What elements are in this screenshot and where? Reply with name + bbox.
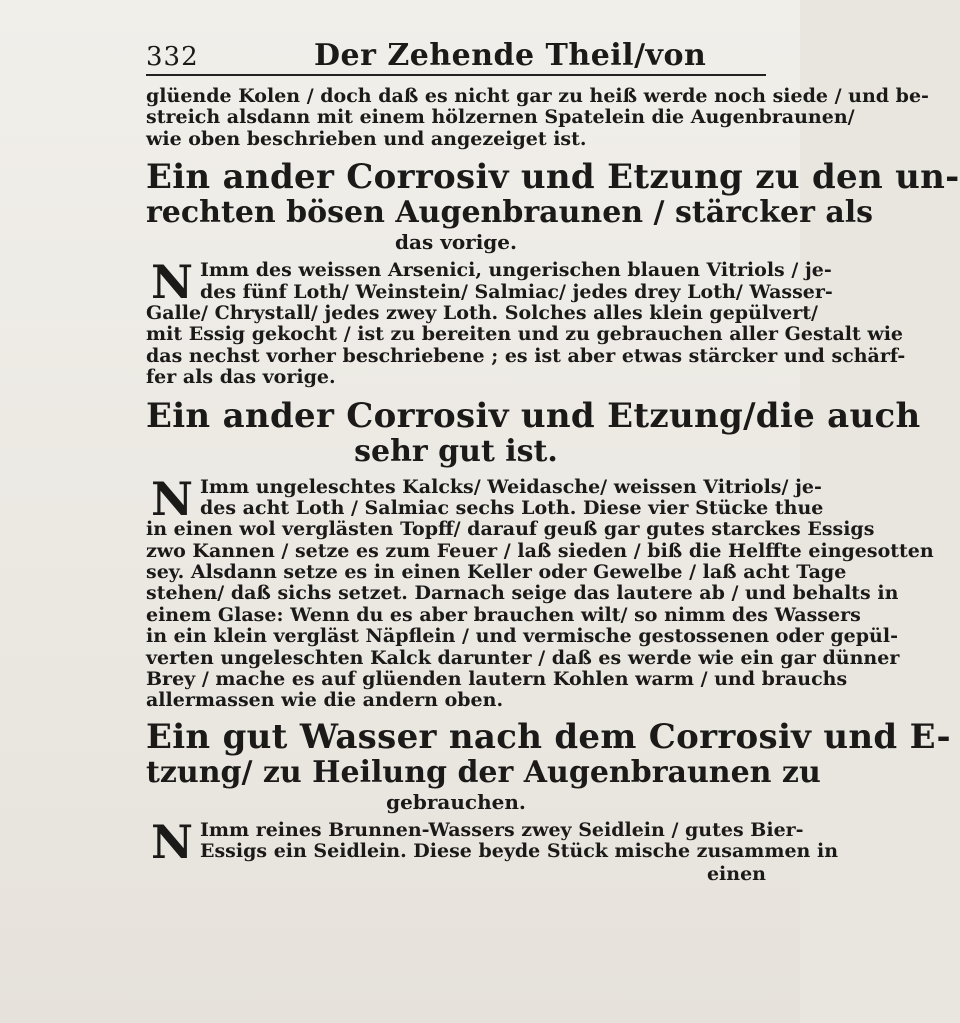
heading-line: Ein ander Corrosiv und Etzung/die auch — [146, 395, 921, 436]
text-line: Imm reines Brunnen-Wassers zwey Seidlein / gutes Bier- — [200, 818, 804, 841]
text-line: des acht Loth / Salmiac sechs Loth. Diese vier Stücke thue — [200, 496, 824, 519]
heading-line: sehr gut ist. — [354, 433, 558, 469]
text-line: fer als das vorige. — [146, 366, 336, 389]
drop-initial: N — [150, 814, 194, 869]
heading-line: rechten bösen Augenbraunen / stärcker als — [146, 195, 874, 231]
heading-line: das vorige. — [395, 230, 517, 255]
text-line: Galle/ Chrystall/ jedes zwey Loth. Solches alles klein gepülvert/ — [146, 301, 818, 324]
text-line: des fünf Loth/ Weinstein/ Salmiac/ jedes drey Loth/ Wasser- — [200, 280, 833, 303]
text-line: zwo Kannen / setze es zum Feuer / laß sieden / biß die Helffte eingesotten — [146, 539, 934, 562]
running-title: Der Zehende Theil/von — [314, 38, 707, 73]
text-line: sey. Alsdann setze es in einen Keller oder Gewelbe / laß acht Tage — [146, 561, 847, 584]
text-line: das nechst vorher beschriebene ; es ist aber etwas stärcker und schärf- — [146, 344, 906, 367]
page-number: 332 — [146, 42, 199, 72]
catchword: einen — [706, 862, 766, 885]
text-line: mit Essig gekocht / ist zu bereiten und zu gebrauchen aller Gestalt wie — [146, 323, 904, 346]
text-line: Brey / mache es auf glüenden lautern Kohlen warm / und brauchs — [146, 668, 848, 691]
text-line: streich alsdann mit einem hölzernen Spatelein die Augenbraunen/ — [146, 106, 855, 129]
drop-initial: N — [150, 471, 194, 526]
text-line: Imm des weissen Arsenici, ungerischen blauen Vitriols / je- — [200, 259, 832, 282]
section-heading — [146, 157, 960, 255]
text-line: allermassen wie die andern oben. — [146, 689, 504, 712]
text-line: in einen wol verglästen Topff/ darauf geuß gar gutes starckes Essigs — [146, 518, 875, 541]
heading-line: Ein ander Corrosiv und Etzung zu den un- — [146, 157, 960, 198]
text-column — [146, 38, 960, 885]
continuation-paragraph — [146, 85, 929, 150]
text-line: Imm ungeleschtes Kalcks/ Weidasche/ weissen Vitriols/ je- — [200, 475, 822, 498]
heading-line: Ein gut Wasser nach dem Corrosiv und E- — [146, 716, 951, 757]
heading-line: tzung/ zu Heilung der Augenbraunen zu — [146, 754, 821, 790]
drop-initial: N — [150, 255, 194, 310]
text-line: Essigs ein Seidlein. Diese beyde Stück mische zusammen in — [200, 840, 839, 863]
recipe-paragraph — [146, 255, 906, 389]
heading-line: gebrauchen. — [386, 789, 526, 814]
recipe-paragraph — [146, 814, 839, 869]
section-heading — [146, 395, 921, 469]
text-line: glüende Kolen / doch daß es nicht gar zu heiß werde noch siede / und be- — [146, 85, 929, 107]
text-line: wie oben beschrieben und angezeiget ist. — [146, 127, 587, 150]
section-heading — [146, 716, 951, 814]
running-head — [146, 38, 766, 76]
text-line: stehen/ daß sichs setzet. Darnach seige das lautere ab / und behalts in — [146, 582, 899, 605]
text-line: in ein klein vergläst Näpflein / und vermische gestossenen oder gepül- — [146, 625, 898, 648]
text-line: verten ungeleschten Kalck darunter / daß es werde wie ein gar dünner — [146, 646, 900, 669]
text-line: einem Glase: Wenn du es aber brauchen wilt/ so nimm des Wassers — [146, 603, 861, 626]
recipe-paragraph — [146, 471, 934, 712]
